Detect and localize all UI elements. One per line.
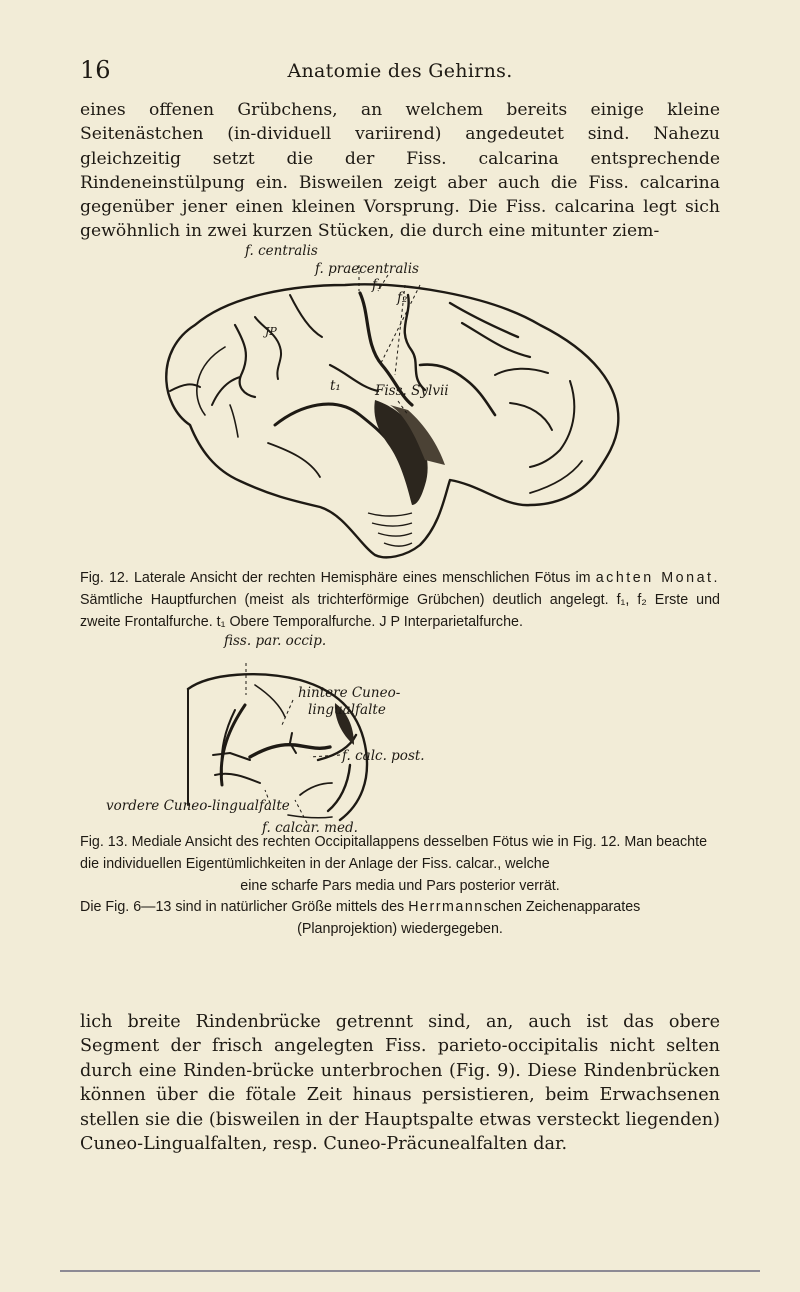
label-lingualfalte: lingualfalte [308,702,386,718]
label-f-calcar-med: f. calcar. med. [262,820,358,836]
figure-13-caption-line-2: eine scharfe Pars media und Pars posterior verrät. [240,877,560,894]
label-f2: f₂ [397,290,408,306]
figure-12 [150,243,630,560]
label-f-praecentralis: f. praecentralis [315,261,419,277]
paragraph-2: lich breite Rindenbrücke getrennt sind, an, auch ist das obere Segment der frisch angelegten Fiss. parieto-occipitalis nicht selten durch eine Rinden-brücke unterbrochen (Fig. 9). Diese Rindenbrücken können über die fötale Zeit hinaus persistieren, beim Erwachsenen stellen sie die (bisweilen in der Hauptspalte etwas versteckt liegenden) Cuneo-Lingualfalten, resp. Cuneo-Präcunealfalten dar. [80,1012,720,1155]
figure-13-caption-line-4: (Planprojektion) wiedergegeben. [297,921,503,938]
caption-line-3-text-2: schen Zeichenapparates [483,899,641,916]
brain-lateral-illustration [150,255,630,565]
label-f1: f₁ [372,277,383,293]
label-vordere-cuneo-lingualfalte: vordere Cuneo-lingualfalte [106,798,290,814]
figure-12-caption-text: Laterale Ansicht der rechten Hemisphäre eines menschlichen Fötus im [133,570,591,586]
figure-12-label: Fig. 12. [80,570,129,586]
label-t1: t₁ [330,378,341,394]
figure-13 [106,633,630,836]
paragraph-1: eines offenen Grübchens, an welchem bereits einige kleine Seitenästchen (in-dividuell variirend) angedeutet sind. Nahezu gleichzeitig setzt die der Fiss. calcarina entsprechende Rindeneinstülpung ein. Bisweilen zeigt aber auch die Fiss. calcarina gegenüber jener einen kleinen Vorsprung. Die Fiss. calcarina legt sich gewöhnlich in zwei kurzen Stücken, die durch eine mitunter ziem- [80,100,720,242]
label-jp: JP [265,325,277,338]
figure-12-caption-text-2: Sämtliche Hauptfurchen (meist als trichterförmige Grübchen) deutlich angelegt. f₁, f₂ Erste und zweite Frontalfurche. t₁ Obere Temporalfurche. J P Interparietalfurche. [80,591,720,630]
label-fiss-par-occip: fiss. par. occip. [224,633,327,649]
running-title: Anatomie des Gehirns. [287,60,513,82]
page-header [80,56,720,86]
page-number: 16 [80,56,111,84]
label-fiss-sylvii: Fiss. Sylvii [375,383,449,399]
label-hintere-cuneo: hintere Cuneo- [298,685,401,701]
figure-13-caption-line-3 [80,897,720,919]
label-f-calc-post: f. calc. post. [342,748,425,764]
caption-line-3-name: Herrmann [408,899,484,916]
figure-12-caption [80,568,720,633]
caption-line-3-text: Die Fig. 6—13 sind in natürlicher Größe mittels des [80,899,405,916]
figure-13-caption-line-1: Fig. 13. Mediale Ansicht des rechten Occipitallappens desselben Fötus wie in Fig. 12. Man beachte die individuellen Eigentümlichkeiten in der Anlage der Fiss. calcar., welche [80,834,708,872]
bottom-rule [60,1270,760,1272]
figure-12-caption-emphasis: achten Monat. [595,570,720,586]
label-f-centralis: f. centralis [245,243,318,259]
figure-13-caption [80,832,720,941]
